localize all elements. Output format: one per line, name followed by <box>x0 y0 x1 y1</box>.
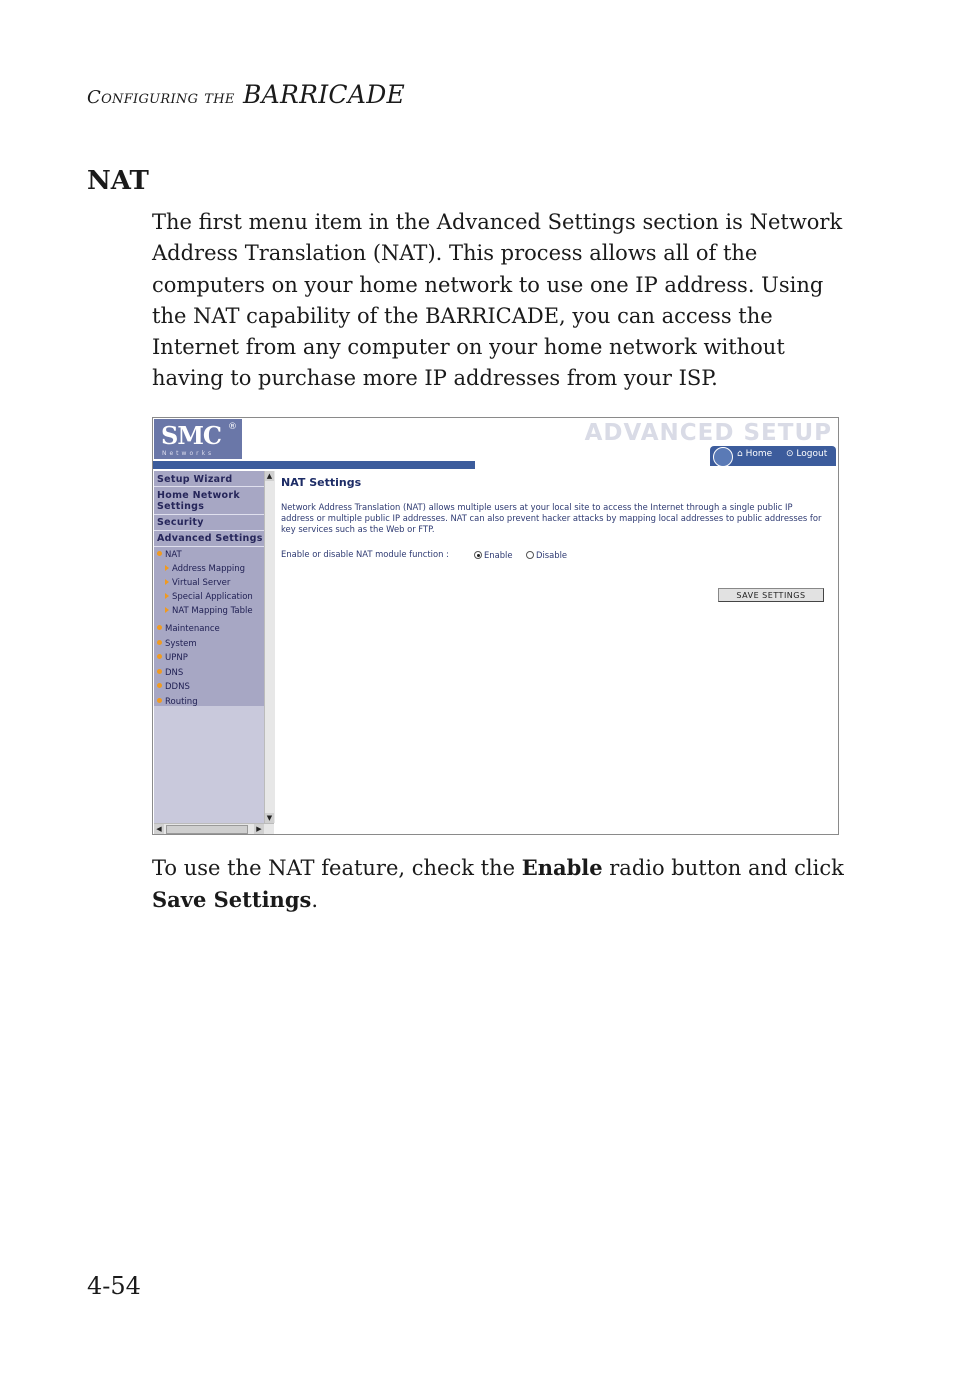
running-head <box>87 80 405 109</box>
vertical-scrollbar[interactable] <box>264 471 275 823</box>
menu-divider <box>154 514 264 515</box>
menu-nat-label: NAT <box>165 550 182 560</box>
bullet-icon <box>157 640 162 645</box>
submenu-label: Virtual Server <box>172 578 231 588</box>
radio-selected-icon[interactable] <box>474 551 482 559</box>
home-icon: ⌂ <box>737 449 743 459</box>
menu-virtual-server[interactable] <box>165 578 230 588</box>
bullet-icon <box>157 654 162 659</box>
bullet-icon <box>157 669 162 674</box>
logo-subtext: Networks <box>162 450 215 457</box>
menu-label: DDNS <box>165 682 190 692</box>
nat-description: Network Address Translation (NAT) allows multiple users at your local site to access the Internet through a single public IP address or multiple public IP addresses. NAT can also prevent hacker attacks by mapping local addresses to public addresses for key services such as the Web or FTP. <box>281 502 822 534</box>
outro-mid: radio button and click <box>602 856 844 880</box>
arrow-icon <box>165 565 169 571</box>
outro-paragraph <box>152 852 852 917</box>
menu-label: DNS <box>165 668 184 678</box>
running-head-title: BARRICADE <box>242 80 406 109</box>
scroll-up-icon[interactable]: ▲ <box>266 472 273 480</box>
logo-text: SMC <box>161 421 221 450</box>
menu-divider <box>154 546 264 547</box>
nat-settings-title: NAT Settings <box>281 476 362 489</box>
menu-routing[interactable] <box>157 697 198 707</box>
menu-maintenance[interactable] <box>157 624 220 634</box>
bullet-icon <box>157 625 162 630</box>
sidebar <box>154 471 264 826</box>
radio-disable-label: Disable <box>536 550 568 560</box>
menu-address-mapping[interactable] <box>165 564 245 574</box>
menu-special-application[interactable] <box>165 592 253 602</box>
page-number: 4-54 <box>87 1272 141 1300</box>
submenu-label: NAT Mapping Table <box>172 606 253 616</box>
menu-nat-mapping-table[interactable] <box>165 606 253 616</box>
outro-enable: Enable <box>521 855 603 880</box>
outro-post: . <box>311 888 319 913</box>
header-strip <box>153 461 475 469</box>
menu-system[interactable] <box>157 639 197 649</box>
menu-divider <box>154 486 264 487</box>
menu-advanced-settings[interactable]: Advanced Settings <box>157 533 263 544</box>
running-head-smallcaps: Configuring the <box>87 87 235 108</box>
nat-toggle-label: Enable or disable NAT module function : <box>281 549 449 559</box>
radio-enable-label: Enable <box>484 550 513 560</box>
menu-label: Maintenance <box>165 624 220 634</box>
menu-upnp[interactable] <box>157 653 188 663</box>
outro-pre: To use the NAT feature, check the <box>152 856 522 880</box>
menu-home-network[interactable]: Home Network Settings <box>157 490 240 512</box>
scroll-left-icon[interactable]: ◀ <box>154 824 164 834</box>
radio-disable[interactable] <box>526 550 567 560</box>
menu-divider <box>154 530 264 531</box>
smc-logo <box>154 419 242 459</box>
horizontal-scrollbar[interactable] <box>154 823 274 834</box>
menu-label: Routing <box>165 697 198 707</box>
logout-link[interactable] <box>786 449 827 459</box>
scroll-down-icon[interactable]: ▼ <box>266 814 273 822</box>
advanced-setup-banner: ADVANCED SETUP <box>584 420 832 446</box>
bullet-icon <box>157 683 162 688</box>
menu-setup-wizard[interactable]: Setup Wizard <box>157 474 233 485</box>
header-bar <box>153 418 838 470</box>
radio-enable[interactable] <box>474 550 513 560</box>
home-link[interactable] <box>737 449 772 459</box>
intro-paragraph: The first menu item in the Advanced Settings section is Network Address Translation (NAT). This process allows all of the computers on your home network to use one IP address. Using the NAT capability of the BARRICADE, you can access the Internet from any computer on your home network without having to purchase more IP addresses from your ISP. <box>152 210 843 391</box>
home-label: Home <box>745 449 773 459</box>
scroll-thumb[interactable] <box>166 825 248 834</box>
arrow-icon <box>165 607 169 613</box>
menu-ddns[interactable] <box>157 682 190 692</box>
section-title: NAT <box>87 166 149 196</box>
logout-icon: ⊙ <box>786 449 794 459</box>
submenu-label: Address Mapping <box>172 564 246 574</box>
menu-dns[interactable] <box>157 668 183 678</box>
logo-registered-mark: ® <box>228 422 237 432</box>
submenu-label: Special Application <box>172 592 253 602</box>
menu-label: UPNP <box>165 653 188 663</box>
outro-save: Save Settings <box>152 887 312 913</box>
menu-security[interactable]: Security <box>157 517 204 528</box>
router-screenshot <box>152 417 839 835</box>
bullet-icon <box>157 551 162 556</box>
menu-label: System <box>165 639 197 649</box>
bullet-icon <box>157 698 162 703</box>
save-settings-button[interactable]: SAVE SETTINGS <box>718 588 824 602</box>
scroll-right-icon[interactable]: ▶ <box>254 824 264 834</box>
logout-label: Logout <box>796 449 828 459</box>
arrow-icon <box>165 579 169 585</box>
radio-unselected-icon[interactable] <box>526 551 534 559</box>
arrow-icon <box>165 593 169 599</box>
menu-nat[interactable] <box>157 550 182 560</box>
globe-icon[interactable] <box>713 447 733 467</box>
